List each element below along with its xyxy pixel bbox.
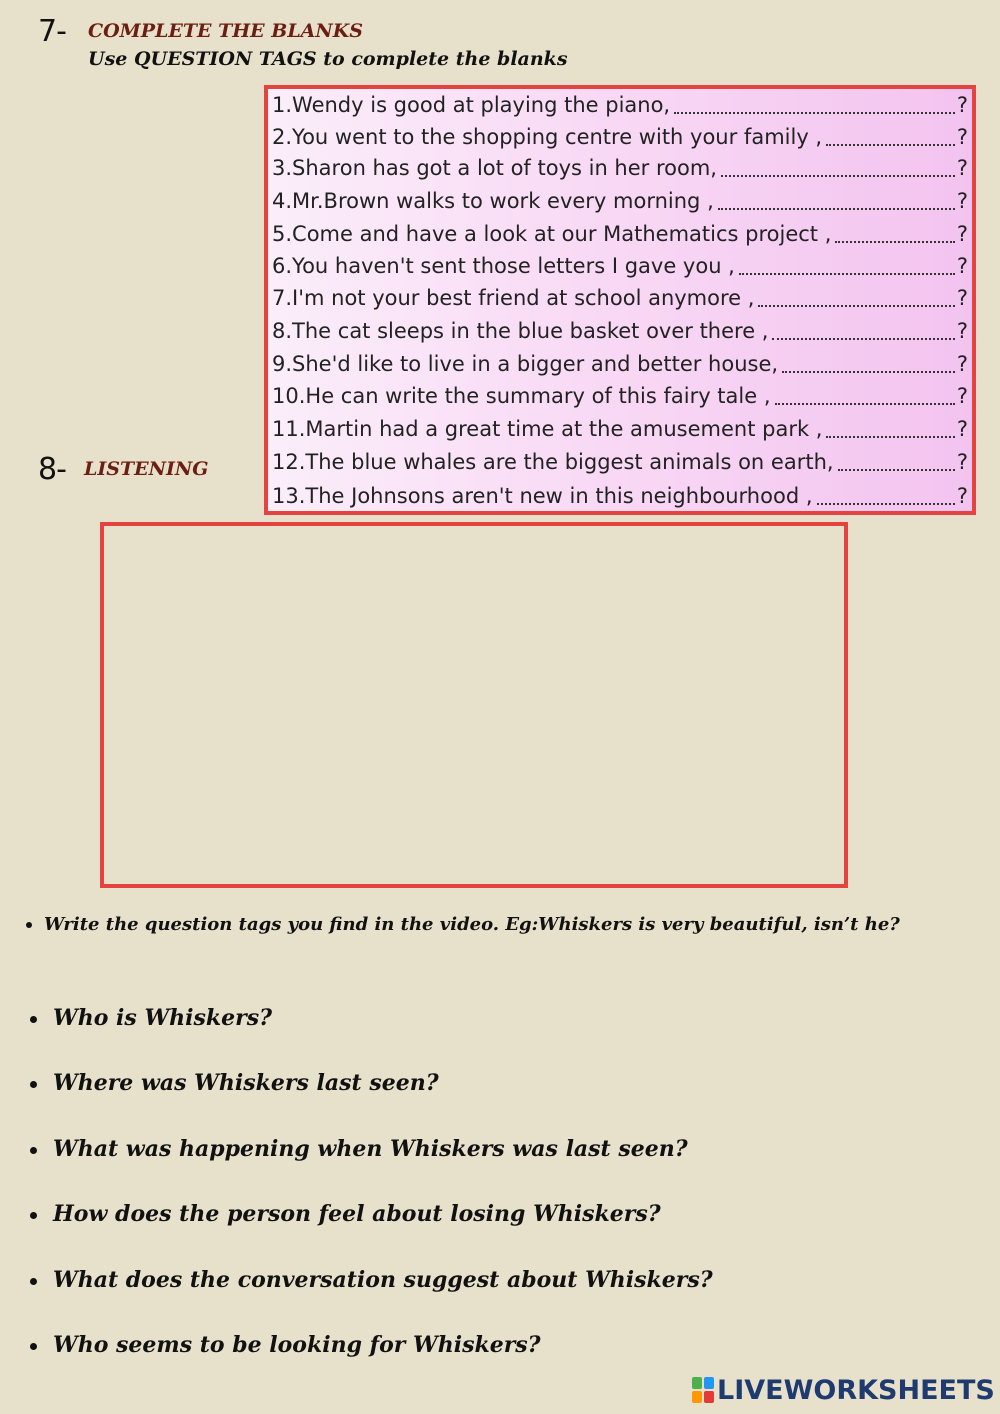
question-mark: ?: [956, 319, 968, 343]
question-mark: ?: [956, 384, 968, 408]
question-item: [30, 1070, 439, 1096]
answer-blank[interactable]: [782, 371, 955, 373]
section-8-title: LISTENING: [84, 458, 209, 480]
bullet-icon: [30, 1343, 37, 1350]
question-mark: ?: [956, 156, 968, 180]
liveworksheets-logo: [692, 1374, 995, 1406]
exercise-item: [272, 89, 968, 121]
logo-icon: [692, 1377, 714, 1403]
exercise-sentence: 1.Wendy is good at playing the piano,: [272, 93, 671, 117]
question-mark: ?: [956, 125, 968, 149]
question-mark: ?: [956, 93, 968, 117]
answer-blank[interactable]: [721, 175, 955, 177]
answer-blank[interactable]: [835, 241, 954, 243]
exercise-item: [272, 446, 968, 478]
question-item: [30, 1332, 541, 1358]
question-text: What does the conversation suggest about Whiskers?: [53, 1267, 713, 1293]
question-mark: ?: [956, 189, 968, 213]
bullet-icon: [30, 1081, 37, 1088]
exercise-sentence: 10.He can write the summary of this fairy tale ,: [272, 384, 771, 408]
question-text: Who seems to be looking for Whiskers?: [53, 1332, 541, 1358]
exercise-item: [272, 185, 968, 217]
bullet-icon: [30, 1147, 37, 1154]
exercise-sentence: 13.The Johnsons aren't new in this neighbourhood ,: [272, 484, 813, 508]
exercise-sentence: 2.You went to the shopping centre with your family ,: [272, 125, 823, 149]
logo-tile-green: [692, 1377, 702, 1389]
bullet-icon: [30, 1212, 37, 1219]
question-text: Who is Whiskers?: [53, 1005, 272, 1031]
answer-blank[interactable]: [739, 273, 955, 275]
task-note: [26, 914, 900, 935]
logo-text: LIVEWORKSHEETS: [717, 1374, 995, 1406]
exercise-item: [272, 250, 968, 282]
question-mark: ?: [956, 352, 968, 376]
exercise-sentence: 6.You haven't sent those letters I gave you ,: [272, 254, 735, 278]
question-item: [30, 1267, 713, 1293]
exercise-sentence: 8.The cat sleeps in the blue basket over there ,: [272, 319, 769, 343]
bullet-icon: [30, 1016, 37, 1023]
question-item: [30, 1005, 272, 1031]
exercise-sentence: 12.The blue whales are the biggest animals on earth,: [272, 450, 834, 474]
answer-blank[interactable]: [772, 338, 954, 340]
answer-blank[interactable]: [817, 503, 955, 505]
question-mark: ?: [956, 286, 968, 310]
listening-video-frame[interactable]: [100, 522, 848, 888]
exercise-item: [272, 413, 968, 445]
question-mark: ?: [956, 222, 968, 246]
question-mark: ?: [956, 450, 968, 474]
question-mark: ?: [956, 254, 968, 278]
exercise-sentence: 9.She'd like to live in a bigger and better house,: [272, 352, 779, 376]
section-7-instruction: Use QUESTION TAGS to complete the blanks: [88, 48, 568, 70]
exercise-sentence: 11.Martin had a great time at the amusement park ,: [272, 417, 823, 441]
question-mark: ?: [956, 417, 968, 441]
exercise-item: [272, 380, 968, 412]
exercise-sentence: 7.I'm not your best friend at school anymore ,: [272, 286, 755, 310]
answer-blank[interactable]: [775, 403, 955, 405]
exercise-sentence: 4.Mr.Brown walks to work every morning ,: [272, 189, 714, 213]
section-8-number: 8-: [38, 452, 66, 487]
answer-blank[interactable]: [826, 144, 955, 146]
question-text: How does the person feel about losing Whiskers?: [53, 1201, 661, 1227]
question-item: [30, 1201, 661, 1227]
question-tags-exercise-box: [264, 85, 976, 515]
bullet-icon: [26, 922, 32, 928]
section-7-title: COMPLETE THE BLANKS: [88, 20, 364, 42]
question-mark: ?: [956, 484, 968, 508]
exercise-item: [272, 348, 968, 380]
exercise-item: [272, 152, 968, 184]
question-text: What was happening when Whiskers was last seen?: [53, 1136, 688, 1162]
answer-blank[interactable]: [758, 305, 954, 307]
exercise-item: [272, 282, 968, 314]
exercise-sentence: 5.Come and have a look at our Mathematics project ,: [272, 222, 832, 246]
exercise-item: [272, 218, 968, 250]
logo-tile-orange: [692, 1391, 702, 1403]
logo-tile-blue: [704, 1377, 714, 1389]
logo-tile-red: [704, 1391, 714, 1403]
answer-blank[interactable]: [826, 436, 954, 438]
answer-blank[interactable]: [838, 469, 955, 471]
question-text: Where was Whiskers last seen?: [53, 1070, 439, 1096]
exercise-item: [272, 121, 968, 153]
bullet-icon: [30, 1278, 37, 1285]
question-item: [30, 1136, 688, 1162]
section-7-number: 7-: [38, 14, 66, 49]
answer-blank[interactable]: [718, 208, 955, 210]
exercise-item: [272, 315, 968, 347]
exercise-sentence: 3.Sharon has got a lot of toys in her room,: [272, 156, 717, 180]
answer-blank[interactable]: [674, 112, 955, 114]
exercise-item: [272, 480, 968, 512]
task-note-text: Write the question tags you find in the video. Eg:Whiskers is very beautiful, isn’t he?: [44, 914, 900, 935]
